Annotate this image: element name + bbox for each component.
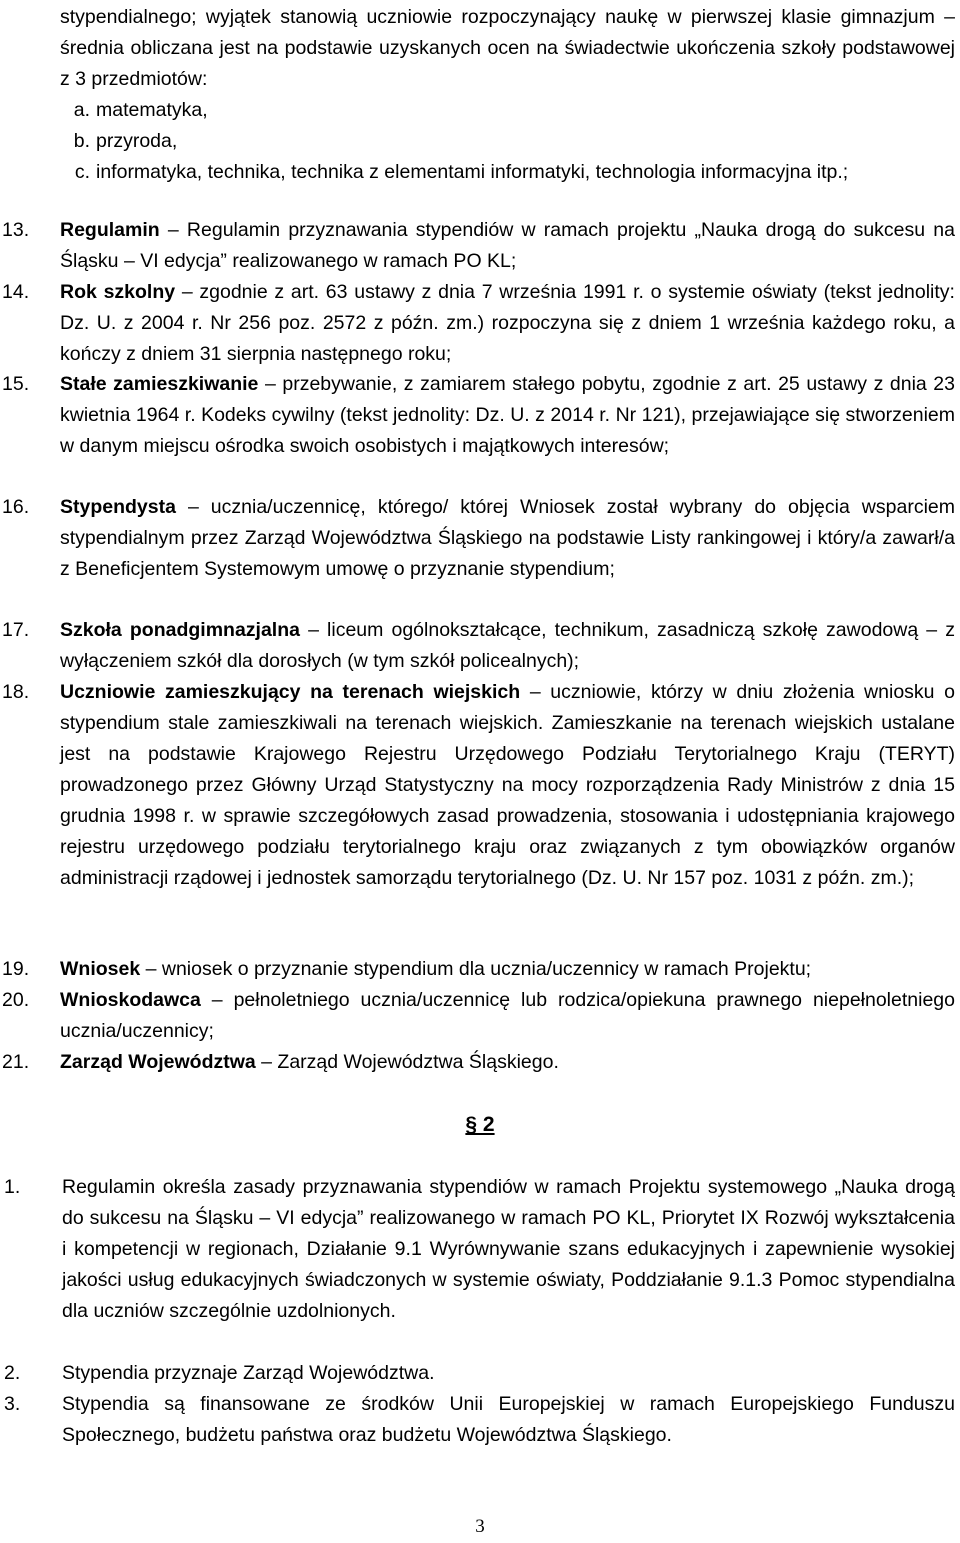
subitem-a xyxy=(73,95,956,126)
section-item-text: Regulamin określa zasady przyznawania stypendiów w ramach Projektu systemowego „Nauka drogą do sukcesu na Śląsku – VI edycja” realizowanego w ramach PO KL, Priorytet IX Rozwój wykształcenia i kompetencji w regionach, Działanie 9.1 Wyrównywanie szans edukacyjnych i zapewnienie wysokiej jakości usług edukacyjnych świadczonych w systemie oświaty, Poddziałanie 9.1.3 Pomoc stypendialna dla uczniów szczególnie uzdolnionych. xyxy=(62,1176,955,1322)
section-item-number: 3. xyxy=(4,1393,21,1415)
definition-number: 13. xyxy=(2,219,30,241)
definition-number: 20. xyxy=(2,989,30,1011)
definition-number: 14. xyxy=(2,281,30,303)
definition-number: 16. xyxy=(2,496,30,518)
definition-15 xyxy=(2,369,955,462)
subitem-c xyxy=(74,157,956,188)
section-heading xyxy=(0,1110,960,1140)
definition-number: 21. xyxy=(2,1051,30,1073)
section-item-text: Stypendia są finansowane ze środków Unii Europejskiej w ramach Europejskiego Funduszu Społecznego, budżetu państwa oraz budżetu Województwa Śląskiego. xyxy=(62,1393,955,1446)
definition-14 xyxy=(2,277,955,370)
definition-term: Wnioskodawca xyxy=(60,989,201,1011)
definition-text: – zgodnie z art. 63 ustawy z dnia 7 września 1991 r. o systemie oświaty (tekst jednolity: Dz. U. z 2004 r. Nr 256 poz. 2572 z późn. zm.) rozpoczyna się z dniem 1 września każdego roku, a kończy z dniem 31 sierpnia następnego roku; xyxy=(60,281,955,365)
definition-13 xyxy=(2,215,955,277)
definition-term: Wniosek xyxy=(60,958,141,980)
section-item-2 xyxy=(4,1358,955,1389)
definition-term: Uczniowie zamieszkujący na terenach wiejskich xyxy=(60,681,521,703)
definition-20 xyxy=(2,985,955,1047)
subitem-letter: b. xyxy=(73,130,90,152)
subitem-letter: c. xyxy=(74,161,90,183)
definition-text: – przebywanie, z zamiarem stałego pobytu, zgodnie z art. 25 ustawy z dnia 23 kwietnia 1964 r. Kodeks cywilny (tekst jednolity: Dz. U. z 2014 r. Nr 121), przejawiające się stworzeniem w danym miejscu ośrodka swoich osobistych i majątkowych interesów; xyxy=(60,373,955,457)
subitem-text: matematyka, xyxy=(96,99,208,121)
page-number: 3 xyxy=(475,1516,485,1537)
definition-text: – Regulamin przyznawania stypendiów w ramach projektu „Nauka drogą do sukcesu na Śląsku – VI edycja” realizowanego w ramach PO KL; xyxy=(60,219,955,272)
definition-17 xyxy=(2,615,955,677)
subitem-b xyxy=(73,126,956,157)
section-item-1 xyxy=(4,1172,955,1327)
definition-text: – Zarząd Województwa Śląskiego. xyxy=(255,1051,559,1073)
definition-number: 18. xyxy=(2,681,30,703)
section-heading-text: § 2 xyxy=(465,1113,495,1136)
definition-term: Zarząd Województwa xyxy=(60,1051,256,1073)
definition-21 xyxy=(2,1047,955,1078)
subitem-letter: a. xyxy=(73,99,90,121)
definition-term: Stałe zamieszkiwanie xyxy=(60,373,259,395)
section-item-number: 1. xyxy=(4,1176,21,1198)
definition-term: Regulamin xyxy=(60,219,160,241)
definition-term: Stypendysta xyxy=(60,496,176,518)
definition-text: – wniosek o przyznanie stypendium dla ucznia/uczennicy w ramach Projektu; xyxy=(140,958,812,980)
intro-paragraph: stypendialnego; wyjątek stanowią uczniowie rozpoczynający naukę w pierwszej klasie gimnazjum – średnia obliczana jest na podstawie uzyskanych ocen na świadectwie ukończenia szkoły podstawowej z 3 przedmiotów: xyxy=(60,6,955,90)
definition-18 xyxy=(2,677,955,894)
definition-text: – ucznia/uczennicę, którego/ której Wniosek został wybrany do objęcia wsparciem stypendialnym przez Zarząd Województwa Śląskiego na podstawie Listy rankingowej i który/a zawarł/a z Beneficjentem Systemowym umowę o przyznanie stypendium; xyxy=(60,496,955,580)
section-item-number: 2. xyxy=(4,1362,21,1384)
definition-term: Szkoła ponadgimnazjalna xyxy=(60,619,300,641)
definition-text: – pełnoletniego ucznia/uczennicę lub rodzica/opiekuna prawnego niepełnoletniego ucznia/uczennicy; xyxy=(60,989,955,1042)
subitem-text: informatyka, technika, technika z elementami informatyki, technologia informacyjna itp.; xyxy=(96,161,849,183)
definition-text: – uczniowie, którzy w dniu złożenia wniosku o stypendium stale zamieszkiwali na terenach wiejskich. Zamieszkanie na terenach wiejskich ustalane jest na podstawie Krajowego Rejestru Urzędowego Podziału Terytorialnego Kraju (TERYT) prowadzonego przez Główny Urząd Statystyczny na mocy rozporządzenia Rady Ministrów z dnia 15 grudnia 1998 r. w sprawie szczegółowych zasad prowadzenia, stosowania i udostępniania krajowego rejestru urzędowego podziału terytorialnego kraju oraz związanych z tym obowiązków organów administracji rządowej i jednostek samorządu terytorialnego (Dz. U. Nr 157 poz. 1031 z późn. zm.); xyxy=(60,681,955,889)
definition-19 xyxy=(2,954,955,985)
definition-16 xyxy=(2,492,955,585)
definition-number: 17. xyxy=(2,619,30,641)
definition-text: – liceum ogólnokształcące, technikum, zasadniczą szkołę zawodową – z wyłączeniem szkół dla dorosłych (w tym szkół policealnych); xyxy=(60,619,955,672)
definition-number: 15. xyxy=(2,373,30,395)
section-item-3 xyxy=(4,1389,955,1451)
subitem-text: przyroda, xyxy=(96,130,178,152)
definition-term: Rok szkolny xyxy=(60,281,176,303)
section-item-text: Stypendia przyznaje Zarząd Województwa. xyxy=(62,1362,435,1384)
definition-number: 19. xyxy=(2,958,30,980)
